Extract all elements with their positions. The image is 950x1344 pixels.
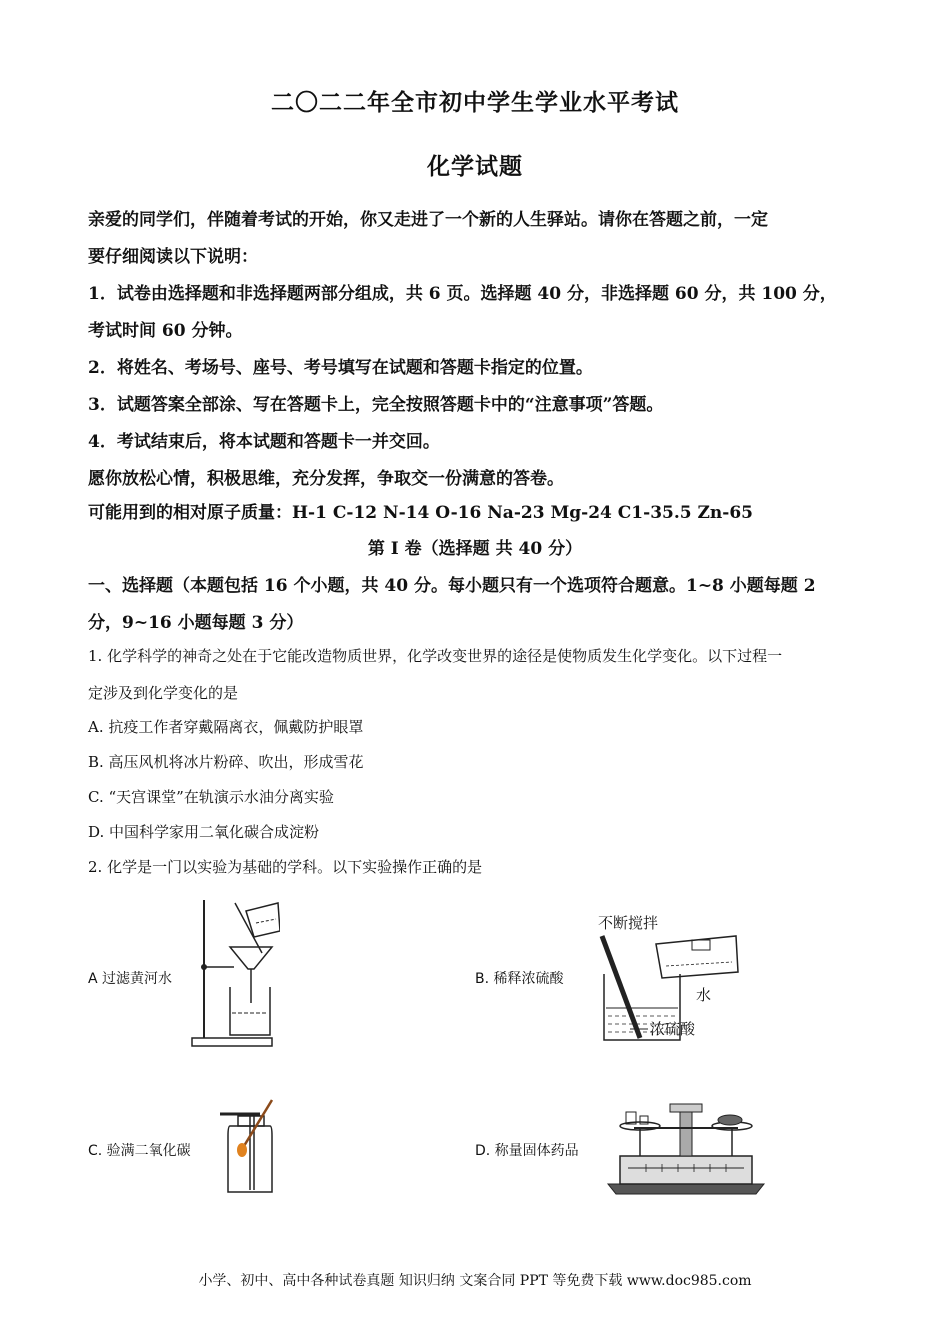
atomic-masses: 可能用到的相对原子质量：H-1 C-12 N-14 O-16 Na-23 Mg-24 C1-35.5 Zn-65	[88, 503, 753, 523]
subject-title: 化学试题	[427, 153, 523, 180]
water-label: 水	[696, 986, 712, 1004]
q2-option-a: A 过滤黄河水	[88, 971, 173, 987]
balance-figure	[606, 1100, 766, 1196]
intro-line-1: 亲爱的同学们，伴随着考试的开始，你又走进了一个新的人生驿站。请你在答题之前，一定	[88, 210, 768, 230]
exam-title: 二〇二二年全市初中学生学业水平考试	[271, 89, 679, 116]
q1-stem-a: 1. 化学科学的神奇之处在于它能改造物质世界，化学改变世界的途径是使物质发生化学变化。以下过程一	[88, 647, 783, 665]
co2-test-figure	[218, 1092, 280, 1196]
page-footer: 小学、初中、高中各种试卷真题 知识归纳 文案合同 PPT 等免费下载 www.doc985.com	[198, 1273, 752, 1289]
q1-option-c: C. “天宫课堂”在轨演示水油分离实验	[88, 788, 334, 806]
q2-stem: 2. 化学是一门以实验为基础的学科。以下实验操作正确的是	[88, 858, 483, 876]
rule-4: 4．考试结束后，将本试题和答题卡一并交回。	[88, 432, 440, 452]
part1-heading: 第 I 卷（选择题 共 40 分）	[367, 539, 583, 559]
dilution-apparatus-figure	[594, 912, 744, 1044]
rule-3: 3．试题答案全部涂、写在答题卡上，完全按照答题卡中的“注意事项”答题。	[88, 395, 664, 415]
section-heading-a: 一、选择题（本题包括 16 个小题，共 40 分。每小题只有一个选项符合题意。1~8 小题每题 2	[88, 576, 816, 596]
filtration-apparatus-figure	[190, 895, 280, 1050]
intro-line-2: 要仔细阅读以下说明：	[88, 247, 258, 267]
rule-1b: 考试时间 60 分钟。	[88, 321, 243, 341]
wish-line: 愿你放松心情，积极思维，充分发挥，争取交一份满意的答卷。	[88, 469, 564, 489]
q1-stem-b: 定涉及到化学变化的是	[88, 684, 239, 702]
rule-2: 2．将姓名、考场号、座号、考号填写在试题和答题卡指定的位置。	[88, 358, 593, 378]
q2-option-d: D. 称量固体药品	[475, 1143, 579, 1159]
section-heading-b: 分，9~16 小题每题 3 分）	[88, 613, 304, 633]
stir-label: 不断搅拌	[598, 914, 659, 932]
rule-1a: 1．试卷由选择题和非选择题两部分组成，共 6 页。选择题 40 分，非选择题 60 分，共 100 分，	[88, 284, 837, 304]
q2-option-b: B. 稀释浓硫酸	[475, 971, 564, 987]
q1-option-b: B. 高压风机将冰片粉碎、吹出，形成雪花	[88, 753, 364, 771]
q1-option-d: D. 中国科学家用二氧化碳合成淀粉	[88, 823, 320, 841]
q1-option-a: A. 抗疫工作者穿戴隔离衣，佩戴防护眼罩	[88, 718, 364, 736]
q2-option-c: C. 验满二氧化碳	[88, 1143, 191, 1159]
acid-label: 浓硫酸	[650, 1020, 696, 1038]
